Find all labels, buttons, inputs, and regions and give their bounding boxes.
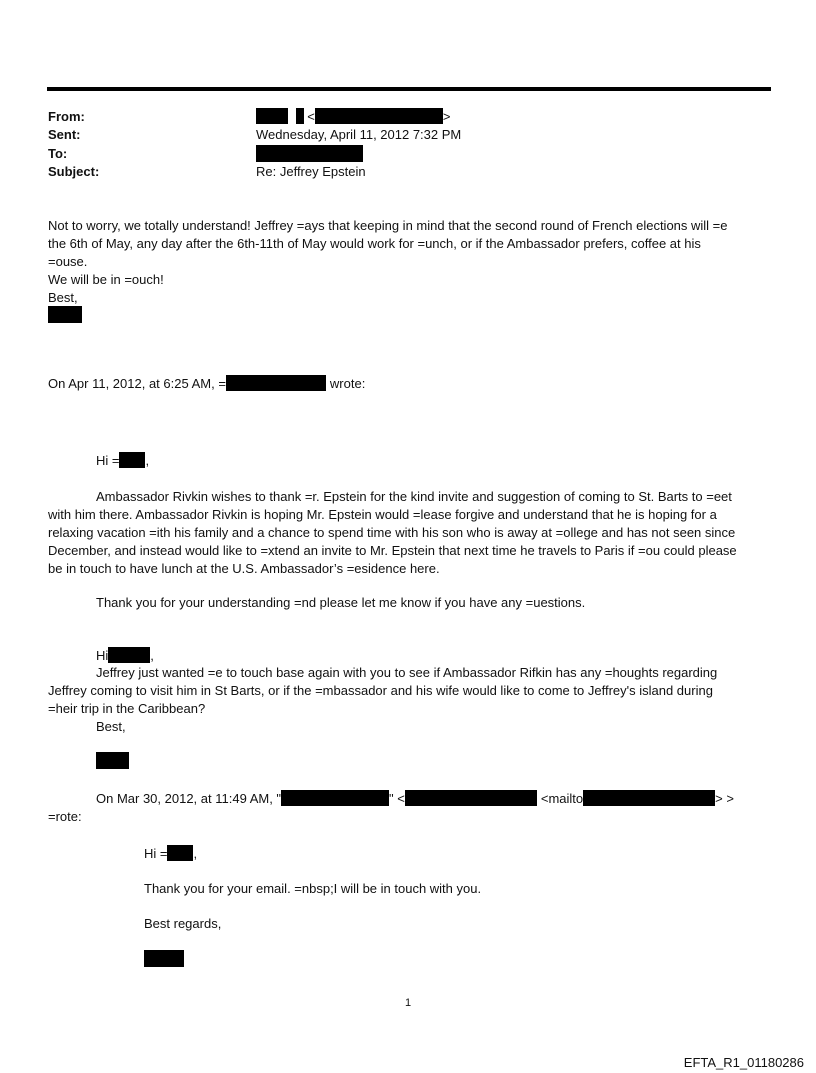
reply-line: We will be in =ouch! xyxy=(48,272,164,287)
reply-line: Best, xyxy=(48,290,78,305)
redaction-block xyxy=(583,790,715,806)
paragraph-ambassador xyxy=(48,488,770,578)
from-label: From: xyxy=(48,109,85,124)
quote-attribution-1 xyxy=(48,375,365,393)
quote-attribution-2 xyxy=(96,790,734,808)
redaction-block xyxy=(256,108,288,124)
sent-value: Wednesday, April 11, 2012 7:32 PM xyxy=(256,127,462,142)
subject-value: Re: Jeffrey Epstein xyxy=(256,164,366,179)
reply-line: =ouse. xyxy=(48,254,88,269)
paragraph-line: relaxing vacation =ith his family and a chance to spend time with his son who is away at =ollege and has not seen since xyxy=(48,525,736,540)
from-gt: > xyxy=(442,109,451,124)
paragraph-line: Jeffrey just wanted =e to touch base again with you to see if Ambassador Rifkin has any =houghts regarding xyxy=(96,665,718,680)
paragraph-line: Ambassador Rivkin wishes to thank =r. Epstein for the kind invite and suggestion of coming to St. Barts to =eet xyxy=(96,489,732,504)
redaction-block xyxy=(256,145,363,162)
redaction-block xyxy=(405,790,537,806)
quote-attribution-wrap: =rote: xyxy=(48,809,82,824)
greeting-text: , xyxy=(145,453,150,468)
greeting-3 xyxy=(144,845,197,863)
from-lt: < xyxy=(307,109,315,124)
greeting-2 xyxy=(96,647,154,665)
from-value xyxy=(256,108,450,126)
paragraph-line: with him there. Ambassador Rivkin is hoping Mr. Epstein would =lease forgive and understand that he is hoping for a xyxy=(48,507,717,522)
paragraph-line: =heir trip in the Caribbean? xyxy=(48,701,206,716)
redaction-block xyxy=(281,790,389,806)
reply-line: Not to worry, we totally understand! Jeffrey =ays that keeping in mind that the second round of French elections will =e xyxy=(48,218,728,233)
greeting-text: , xyxy=(150,648,154,663)
quote-attribution-text: On Apr 11, 2012, at 6:25 AM, = xyxy=(48,376,226,391)
signature-redaction xyxy=(144,950,184,969)
paragraph-reply: Thank you for your email. =nbsp;I will be in touch with you. xyxy=(144,881,482,896)
greeting-text: Hi xyxy=(96,648,109,663)
document-id: EFTA_R1_01180286 xyxy=(683,1055,804,1070)
to-label: To: xyxy=(48,146,68,161)
redaction-block xyxy=(296,108,304,124)
header-rule xyxy=(47,87,771,91)
greeting-1 xyxy=(96,452,149,470)
reply-text xyxy=(48,217,770,307)
paragraph-line: Jeffrey coming to visit him in St Barts, or if the =mbassador and his wife would like to come to Jeffrey's island during xyxy=(48,683,713,698)
signature-redaction xyxy=(48,306,82,325)
to-value xyxy=(256,145,363,164)
greeting-text: Hi = xyxy=(144,846,168,861)
redaction-block xyxy=(226,375,326,391)
closing-best: Best, xyxy=(96,719,126,734)
quote-attribution-text: > > xyxy=(715,791,734,806)
redaction-block xyxy=(119,452,145,468)
paragraph-thanks: Thank you for your understanding =nd please let me know if you have any =uestions. xyxy=(96,595,586,610)
quote-attribution-text: <mailto xyxy=(540,791,584,806)
signature-redaction xyxy=(96,752,129,771)
redaction-block xyxy=(108,647,150,663)
reply-line: the 6th of May, any day after the 6th-11th of May would work for =unch, or if the Ambassador prefers, coffee at his xyxy=(48,236,701,251)
redaction-block xyxy=(48,306,82,323)
redaction-block xyxy=(96,752,129,769)
redaction-block xyxy=(167,845,193,861)
paragraph-line: be in touch to have lunch at the U.S. Ambassador’s =esidence here. xyxy=(48,561,440,576)
redaction-block xyxy=(144,950,184,967)
paragraph-jeffrey xyxy=(48,664,770,718)
redaction-block xyxy=(315,108,443,124)
quote-attribution-text: On Mar 30, 2012, at 11:49 AM, " xyxy=(96,791,282,806)
greeting-text: , xyxy=(193,846,198,861)
page-number: 1 xyxy=(404,997,412,1009)
quote-attribution-text: " < xyxy=(389,791,405,806)
sent-label: Sent: xyxy=(48,127,81,142)
quote-attribution-text: wrote: xyxy=(329,376,366,391)
closing-regards: Best regards, xyxy=(144,916,222,931)
greeting-text: Hi = xyxy=(96,453,120,468)
subject-label: Subject: xyxy=(48,164,100,179)
paragraph-line: December, and instead would like to =xtend an invite to Mr. Epstein that next time he travels to Paris if =ou could please xyxy=(48,543,737,558)
